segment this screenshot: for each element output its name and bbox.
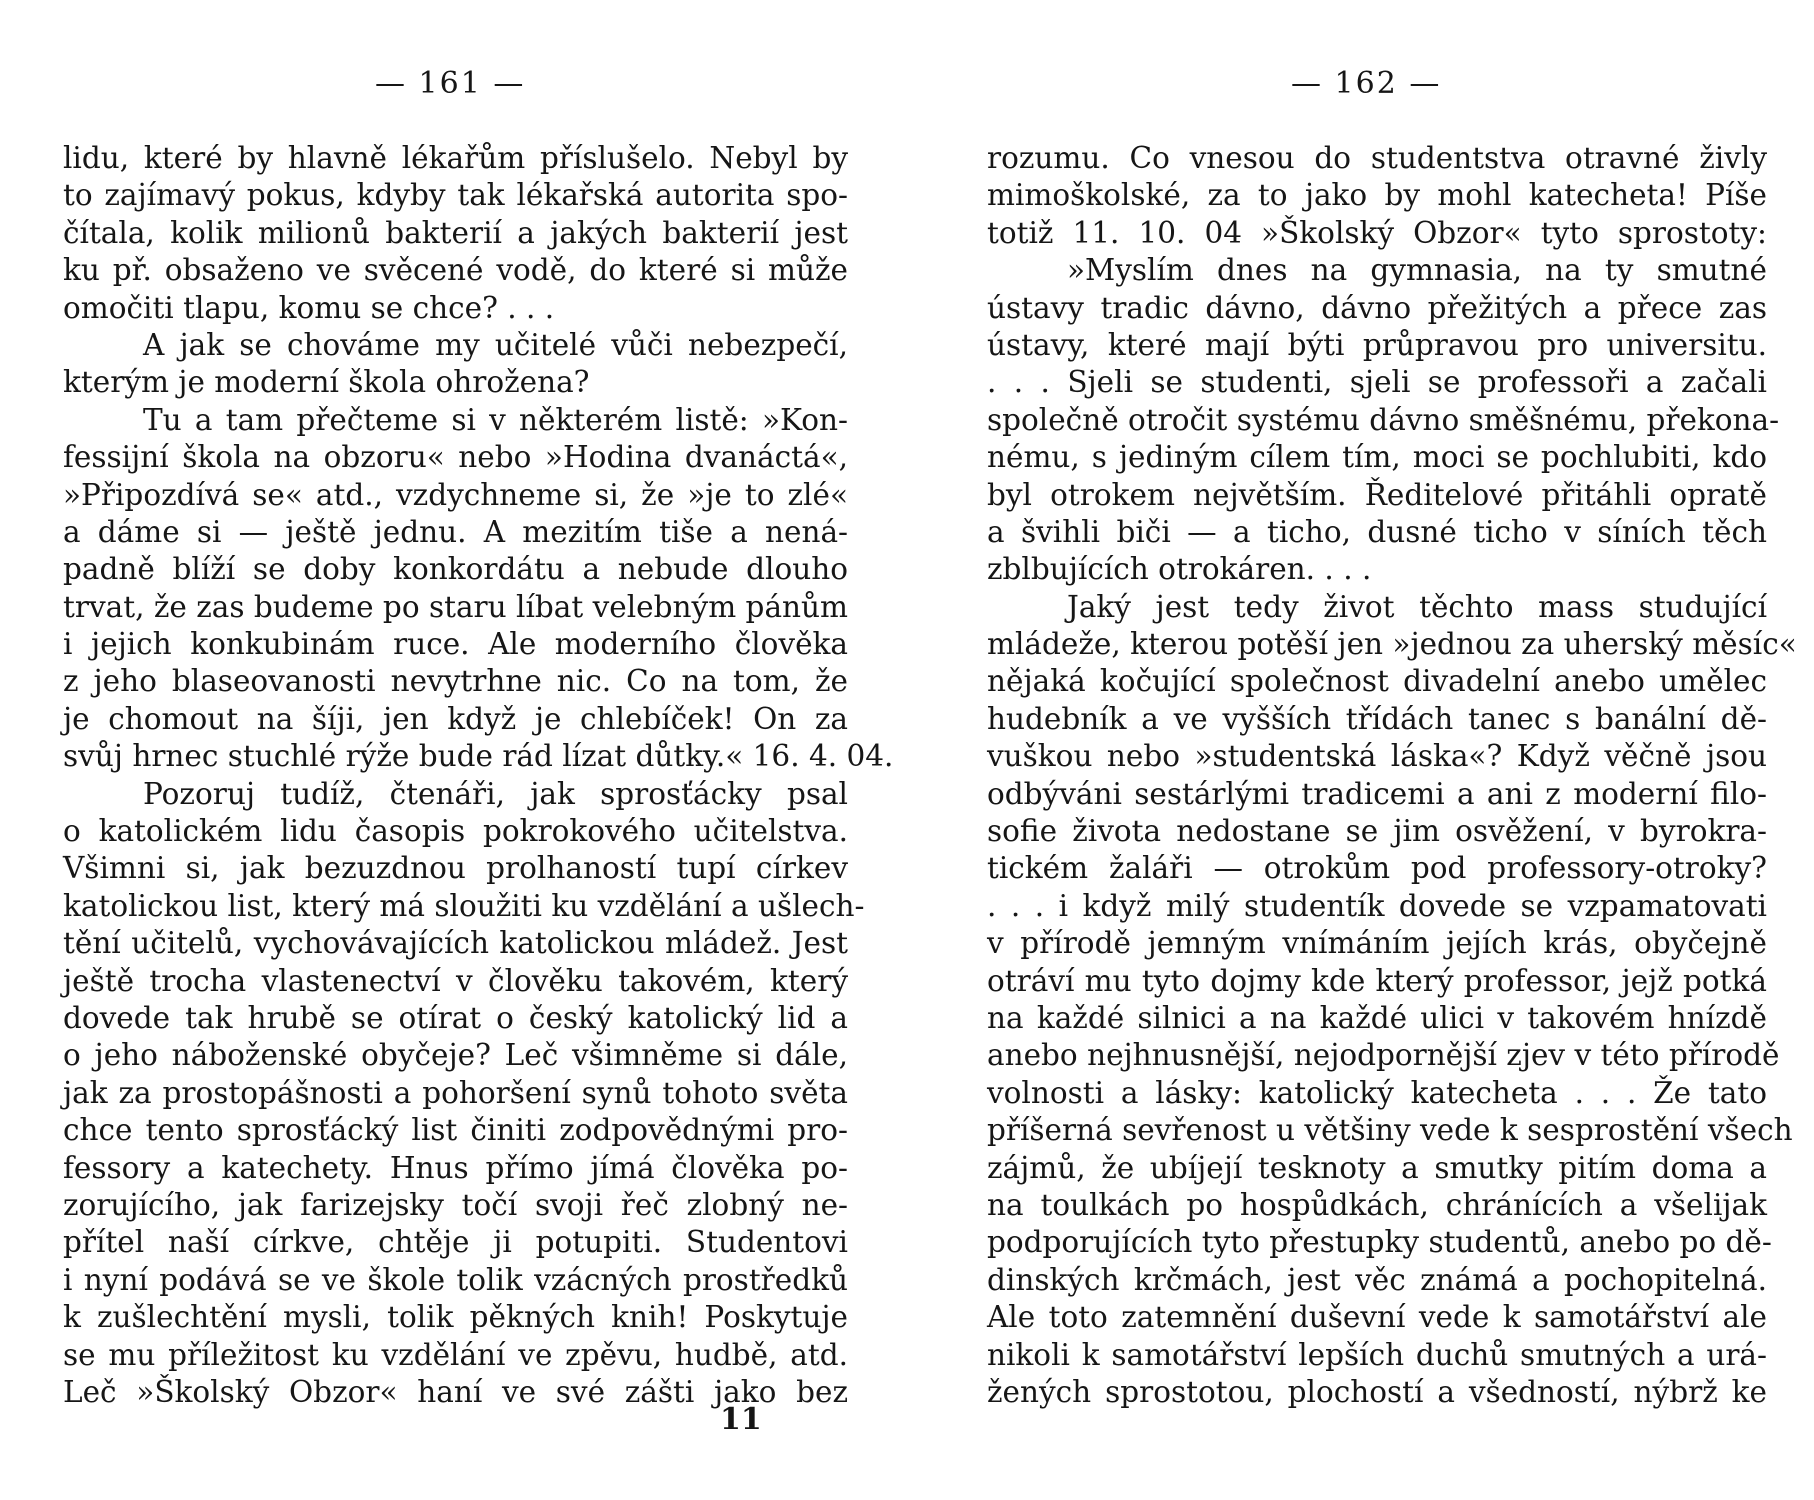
text-line: hudebník a ve vyšších třídách tanec s banální dě-	[987, 701, 1767, 736]
text-line: to zajímavý pokus, kdyby tak lékařská autorita spo-	[63, 178, 848, 213]
text-line: podporujících tyto přestupky studentů, anebo po dě-	[987, 1225, 1772, 1260]
text-line: jak za prostopášnosti a pohoršení synů tohoto světa	[63, 1075, 848, 1110]
text-line: padně blíží se doby konkordátu a nebude dlouho	[63, 552, 848, 587]
text-line: Pozoruj tudíž, čtenáři, jak sprosťácky psal	[143, 776, 848, 811]
text-line: chce tento sprosťácký list činiti zodpovědnými pro-	[63, 1113, 848, 1148]
text-line: otráví mu tyto dojmy kde který professor, jejž potká	[987, 963, 1767, 998]
text-line: žených sprostotou, plochostí a všedností, nýbrž ke	[987, 1374, 1767, 1409]
text-line: nějaká kočující společnost divadelní anebo umělec	[987, 664, 1767, 699]
text-line: z jeho blaseovanosti nevytrhne nic. Co na tom, že	[63, 664, 848, 699]
text-line: svůj hrnec stuchlé rýže bude rád lízat důtky.« 16. 4. 04.	[63, 739, 894, 774]
text-line: Tu a tam přečteme si v některém listě: »Kon-	[143, 402, 848, 437]
text-line: trvat, že zas budeme po staru líbat velebným pánům	[63, 589, 848, 624]
text-line: i nyní podává se ve škole tolik vzácných prostředků	[63, 1262, 848, 1297]
text-line: Leč »Školský Obzor« haní ve své zášti jako bez	[63, 1374, 848, 1409]
text-line: na každé silnici a na každé ulici v takovém hnízdě	[987, 1000, 1767, 1035]
text-line: sofie života nedostane se jim osvěžení, v byrokra-	[987, 814, 1767, 849]
text-line: tickém žaláři — otrokům pod professory-otroky?	[987, 851, 1767, 886]
text-line: nikoli k samotářství lepších duchů smutných a urá-	[987, 1337, 1767, 1372]
text-line: o katolickém lidu časopis pokrokového učitelstva.	[63, 814, 848, 849]
text-line: ku př. obsaženo ve svěcené vodě, do které si může	[63, 253, 848, 288]
text-line: ještě trocha vlastenectví v člověku takovém, který	[63, 963, 848, 998]
text-line: i jejich konkubinám ruce. Ale moderního člověka	[63, 627, 848, 662]
page-text	[987, 140, 1797, 1411]
text-line: fessory a katechety. Hnus přímo jímá člověka po-	[63, 1150, 848, 1185]
text-line: Ale toto zatemnění duševní vede k samotářství ale	[987, 1300, 1767, 1335]
text-line: příšerná sevřenost u většiny vede k sesprostění všech	[987, 1113, 1793, 1148]
text-line: v přírodě jemným vnímáním jejích krás, obyčejně	[987, 926, 1767, 961]
text-line: na toulkách po hospůdkách, chránících a všelijak	[987, 1187, 1767, 1222]
text-line: lidu, které by hlavně lékařům příslušelo. Nebyl by	[63, 141, 848, 175]
text-line: vuškou nebo »studentská láska«? Když věčně jsou	[987, 739, 1767, 774]
page-text	[63, 140, 894, 1411]
page-number: — 161 —	[375, 66, 526, 101]
text-line: . . . i když milý studentík dovede se vzpamatovati	[987, 888, 1767, 923]
text-line: Všimni si, jak bezuzdnou prolhaností tupí církev	[63, 851, 848, 886]
text-line: A jak se chováme my učitelé vůči nebezpečí,	[143, 327, 848, 362]
text-line: totiž 11. 10. 04 »Školský Obzor« tyto sprostoty:	[987, 215, 1767, 250]
text-line: katolickou list, který má sloužiti ku vzdělání a ušlech-	[63, 888, 865, 923]
text-line: anebo nejhnusnější, nejodpornější zjev v této přírodě	[987, 1038, 1780, 1073]
text-line: ústavy tradic dávno, dávno přežitých a přece zas	[987, 290, 1767, 325]
text-line: a dáme si — ještě jednu. A mezitím tiše a nená-	[63, 514, 848, 549]
text-line: zblbujících otrokáren. . . .	[987, 552, 1372, 587]
text-line: »Připozdívá se« atd., vzdychneme si, že »je to zlé«	[63, 477, 848, 512]
text-line: nému, s jediným cílem tím, moci se pochlubiti, kdo	[987, 440, 1767, 475]
text-line: odbýváni sestárlými tradicemi a ani z moderní filo-	[987, 776, 1767, 811]
text-line: »Myslím dnes na gymnasia, na ty smutné	[1067, 253, 1767, 288]
text-line: k zušlechtění mysli, tolik pěkných knih! Poskytuje	[63, 1300, 848, 1335]
text-line: je chomout na šíji, jen když je chlebíček! On za	[63, 701, 848, 736]
text-line: volnosti a lásky: katolický katecheta . . . Že tato	[987, 1075, 1767, 1110]
text-line: byl otrokem největším. Ředitelové přitáhli opratě	[987, 477, 1767, 512]
text-line: dinských krčmách, jest věc známá a pochopitelná.	[987, 1262, 1767, 1297]
text-line: čítala, kolik milionů bakterií a jakých bakterií jest	[63, 215, 848, 250]
text-line: zájmů, že ubíjejí tesknoty a smutky pitím doma a	[987, 1150, 1767, 1185]
signature-mark: 11	[720, 1402, 762, 1437]
text-line: přítel naší církve, chtěje ji potupiti. Studentovi	[63, 1225, 848, 1260]
text-line: . . . Sjeli se studenti, sjeli se professoři a začali	[987, 365, 1767, 400]
text-line: mimoškolské, za to jako by mohl katecheta! Píše	[987, 178, 1767, 213]
page-number: — 162 —	[1291, 66, 1442, 101]
text-line: Jaký jest tedy život těchto mass studující	[1067, 589, 1767, 624]
right-page	[907, 0, 1814, 1500]
text-line: o jeho náboženské obyčeje? Leč všimněme si dále,	[63, 1038, 848, 1073]
text-line: mládeže, kterou potěší jen »jednou za uherský měsíc«	[987, 627, 1797, 662]
text-line: omočiti tlapu, komu se chce? . . .	[63, 290, 555, 325]
text-line: se mu příležitost ku vzdělání ve zpěvu, hudbě, atd.	[63, 1337, 848, 1372]
text-line: rozumu. Co vnesou do studentstva otravné živly	[987, 141, 1767, 175]
text-line: fessijní škola na obzoru« nebo »Hodina dvanáctá«,	[63, 440, 848, 475]
text-line: a švihli biči — a ticho, dusné ticho v síních těch	[987, 514, 1767, 549]
text-line: tění učitelů, vychovávajících katolickou mládež. Jest	[63, 926, 848, 961]
text-line: ústavy, které mají býti průpravou pro universitu.	[987, 327, 1767, 362]
text-line: zorujícího, jak farizejsky točí svoji řeč zlobný ne-	[63, 1187, 848, 1222]
text-line: kterým je moderní škola ohrožena?	[63, 365, 590, 400]
text-line: dovede tak hrubě se otírat o český katolický lid a	[63, 1000, 848, 1035]
text-line: společně otročit systému dávno směšnému, překona-	[987, 402, 1780, 437]
